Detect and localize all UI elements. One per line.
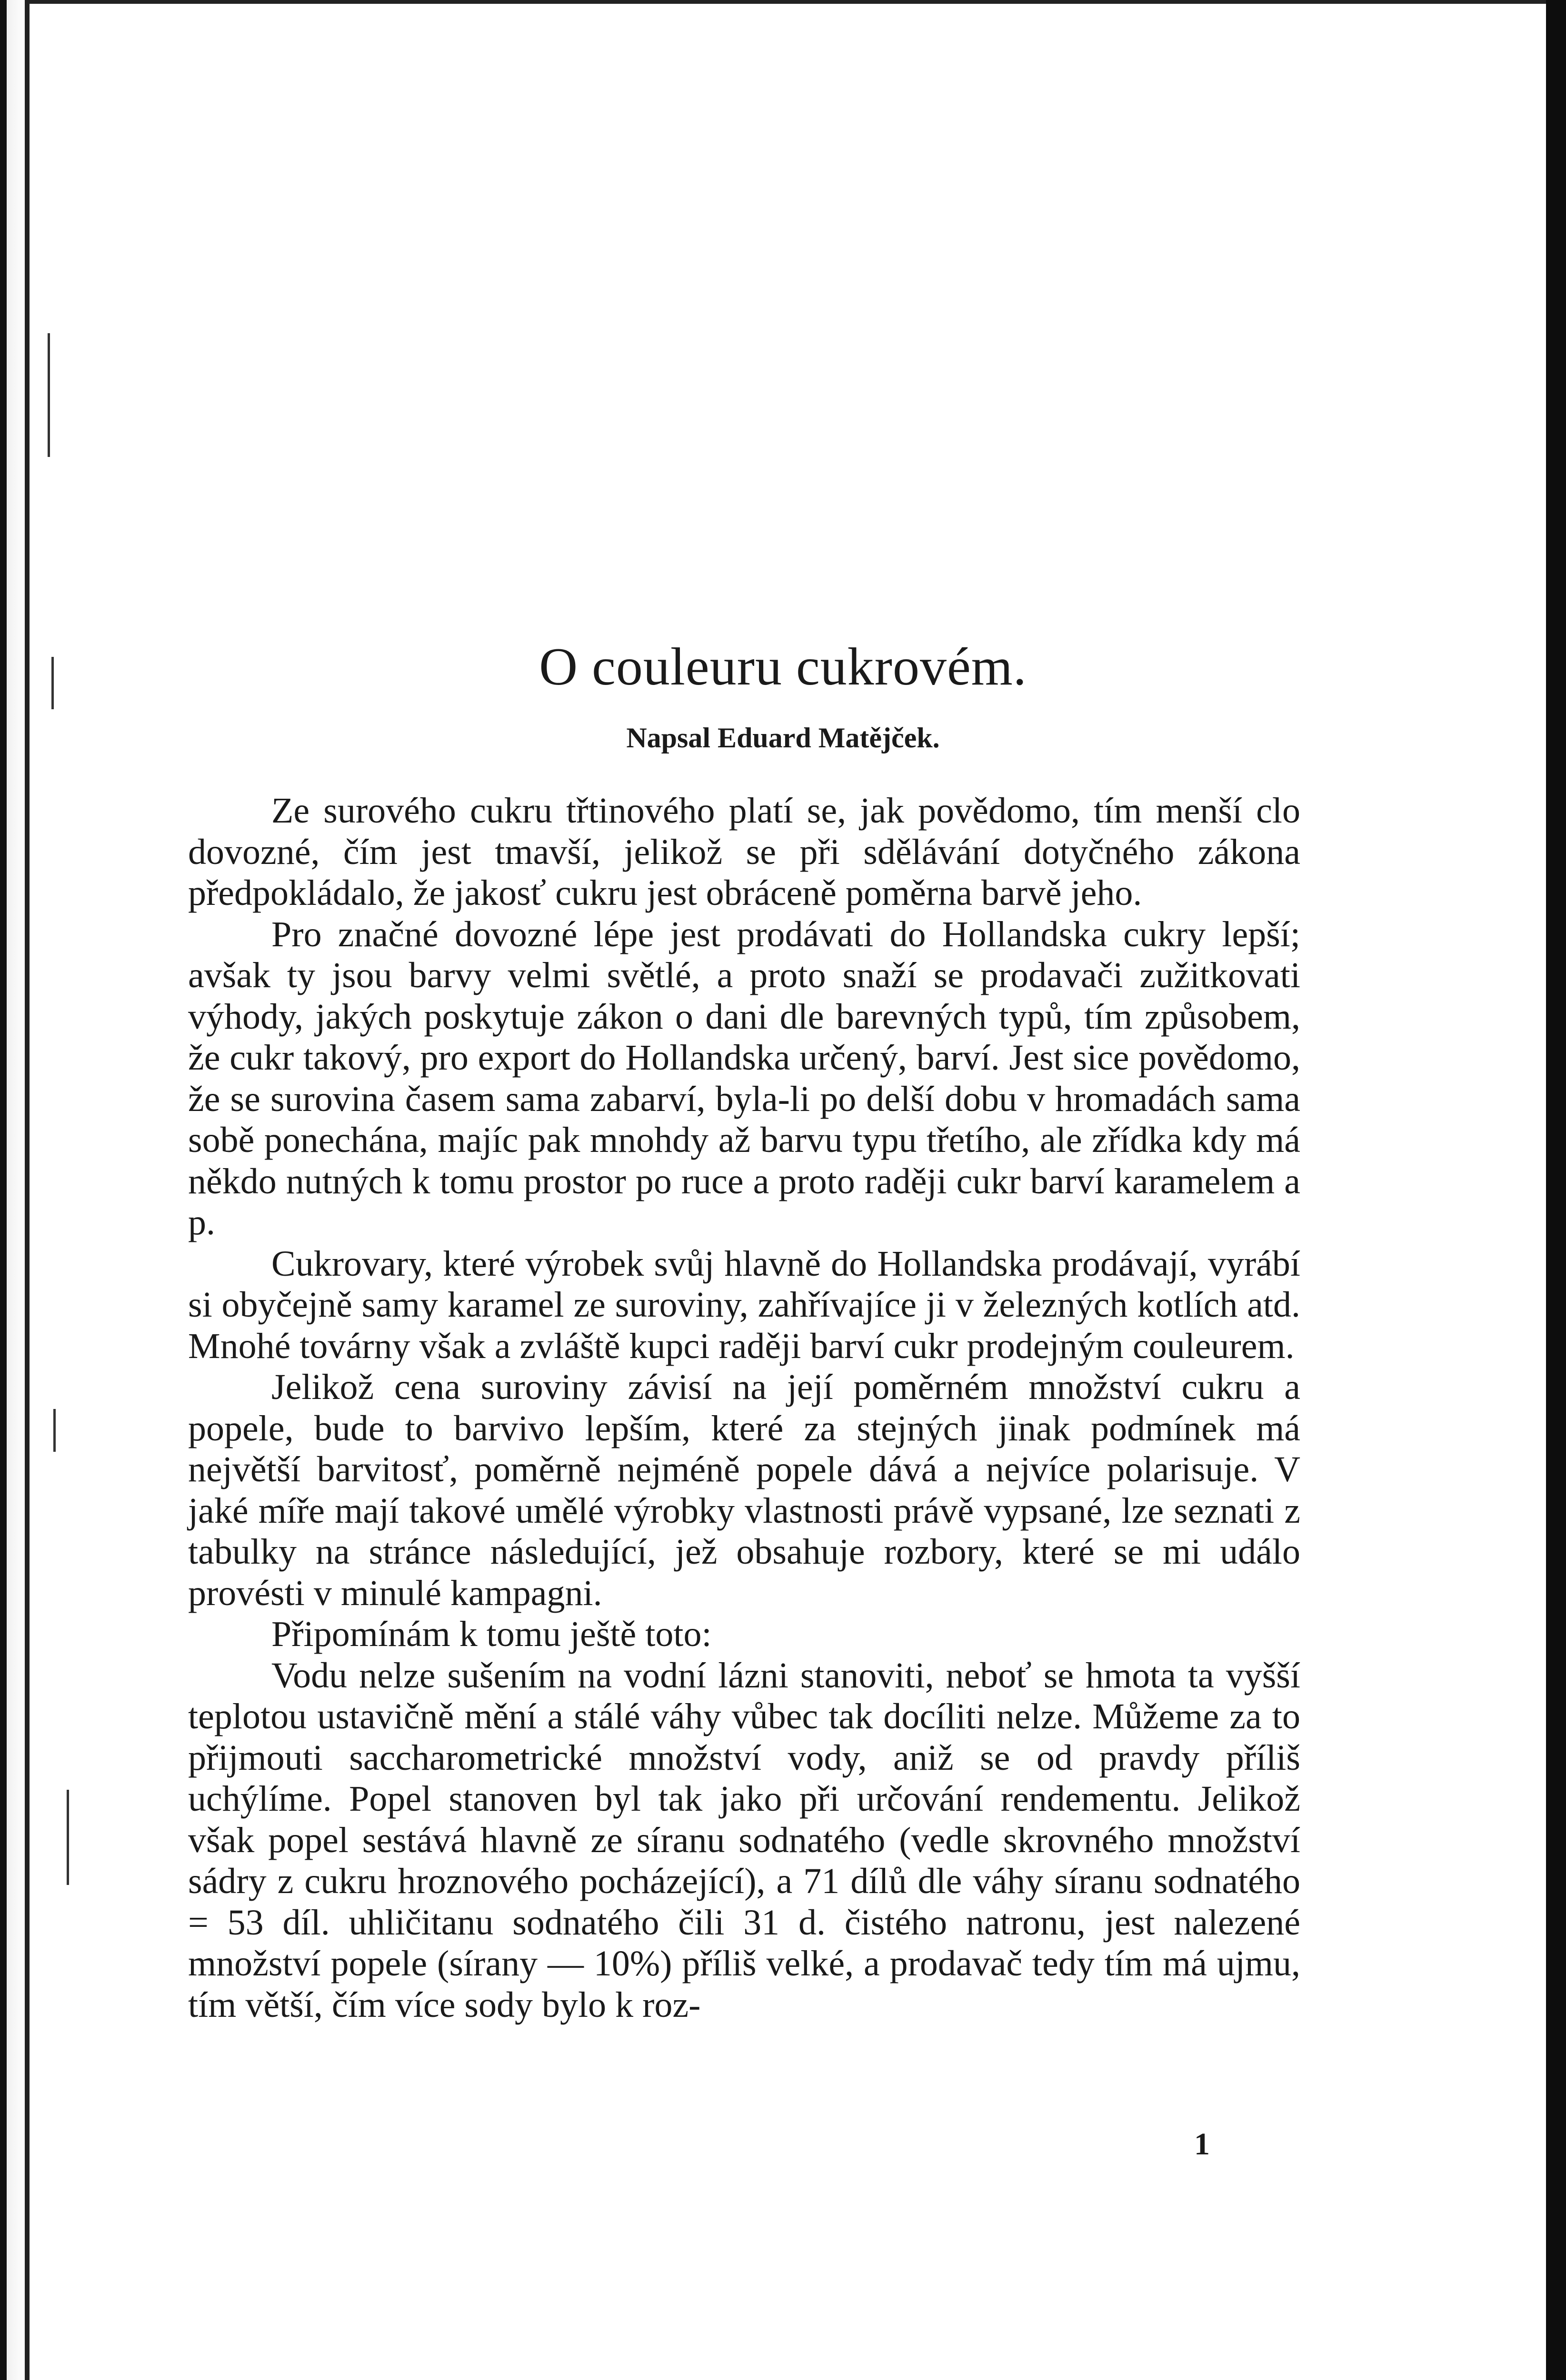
scan-edge-left-inner — [25, 0, 30, 2380]
article-title: O couleuru cukrovém. — [539, 637, 1027, 696]
scan-edge-left — [0, 0, 7, 2380]
scan-speck — [48, 333, 50, 457]
paragraph: Připomínám k tomu ještě toto: — [271, 1614, 712, 1654]
paragraph: Ze surového cukru třtinového platí se, jak povědomo, tím menší clo dovozné, čím jest tmavší, jelikož se při sdělávání dotyčného zákona předpokládalo, že jakosť cukru jest obráceně poměrna barvě jeho. — [188, 791, 1300, 913]
scan-edge-top — [0, 0, 1566, 4]
article-byline: Napsal Eduard Matějček. — [626, 722, 940, 754]
paragraph: Cukrovary, které výrobek svůj hlavně do Hollandska prodávají, vyrábí si obyčejně samy karamel ze suroviny, zahřívajíce ji v železných kotlích atd. Mnohé továrny však a zvláště kupci raději barví cukr prodejným couleurem. — [188, 1243, 1300, 1366]
page-number: 1 — [1194, 2127, 1210, 2162]
book-gutter — [7, 0, 25, 2380]
paragraph: Jelikož cena suroviny závisí na její poměrném množství cukru a popele, bude to barvivo lepším, které za stejných jinak podmínek má největší barvitosť, poměrně nejméně popele dává a nejvíce polarisuje. V jaké míře mají takové umělé výrobky vlastnosti právě vypsané, lze seznati z tabulky na stránce následující, jež obsahuje rozbory, které se mi událo provésti v minulé kampagni. — [188, 1367, 1300, 1613]
scan-speck — [53, 1409, 56, 1452]
scan-speck — [67, 1790, 69, 1885]
article-body — [188, 790, 1300, 2025]
paragraph: Vodu nelze sušením na vodní lázni stanoviti, neboť se hmota ta vyšší teplotou ustavičně mění a stálé váhy vůbec tak docíliti nelze. Můžeme za to přijmouti saccharometrické množství vody, aniž se od pravdy příliš uchýlíme. Popel stanoven byl tak jako při určování rendementu. Jelikož však popel sestává hlavně ze síranu sodnatého (vedle skrovného množství sádry z cukru hroznového pocházející), a 71 dílů dle váhy síranu sodnatého = 53 díl. uhličitanu sodnatého čili 31 d. čistého natronu, jest nalezené množství popele (sírany — 10%) příliš velké, a prodavač tedy tím má ujmu, tím větší, čím více sody bylo k roz- — [188, 1655, 1300, 2025]
scan-edge-right — [1546, 0, 1566, 2380]
paragraph: Pro značné dovozné lépe jest prodávati do Hollandska cukry lepší; avšak ty jsou barvy velmi světlé, a proto snaží se prodavači zužitkovati výhody, jakých poskytuje zákon o dani dle barevných typů, tím způsobem, že cukr takový, pro export do Hollandska určený, barví. Jest sice povědomo, že se surovina časem sama zabarví, byla-li po delší dobu v hromadách sama sobě ponechána, majíc pak mnohdy až barvu typu třetího, ale zřídka kdy má někdo nutných k tomu prostor po ruce a proto raději cukr barví karamelem a p. — [188, 914, 1300, 1242]
